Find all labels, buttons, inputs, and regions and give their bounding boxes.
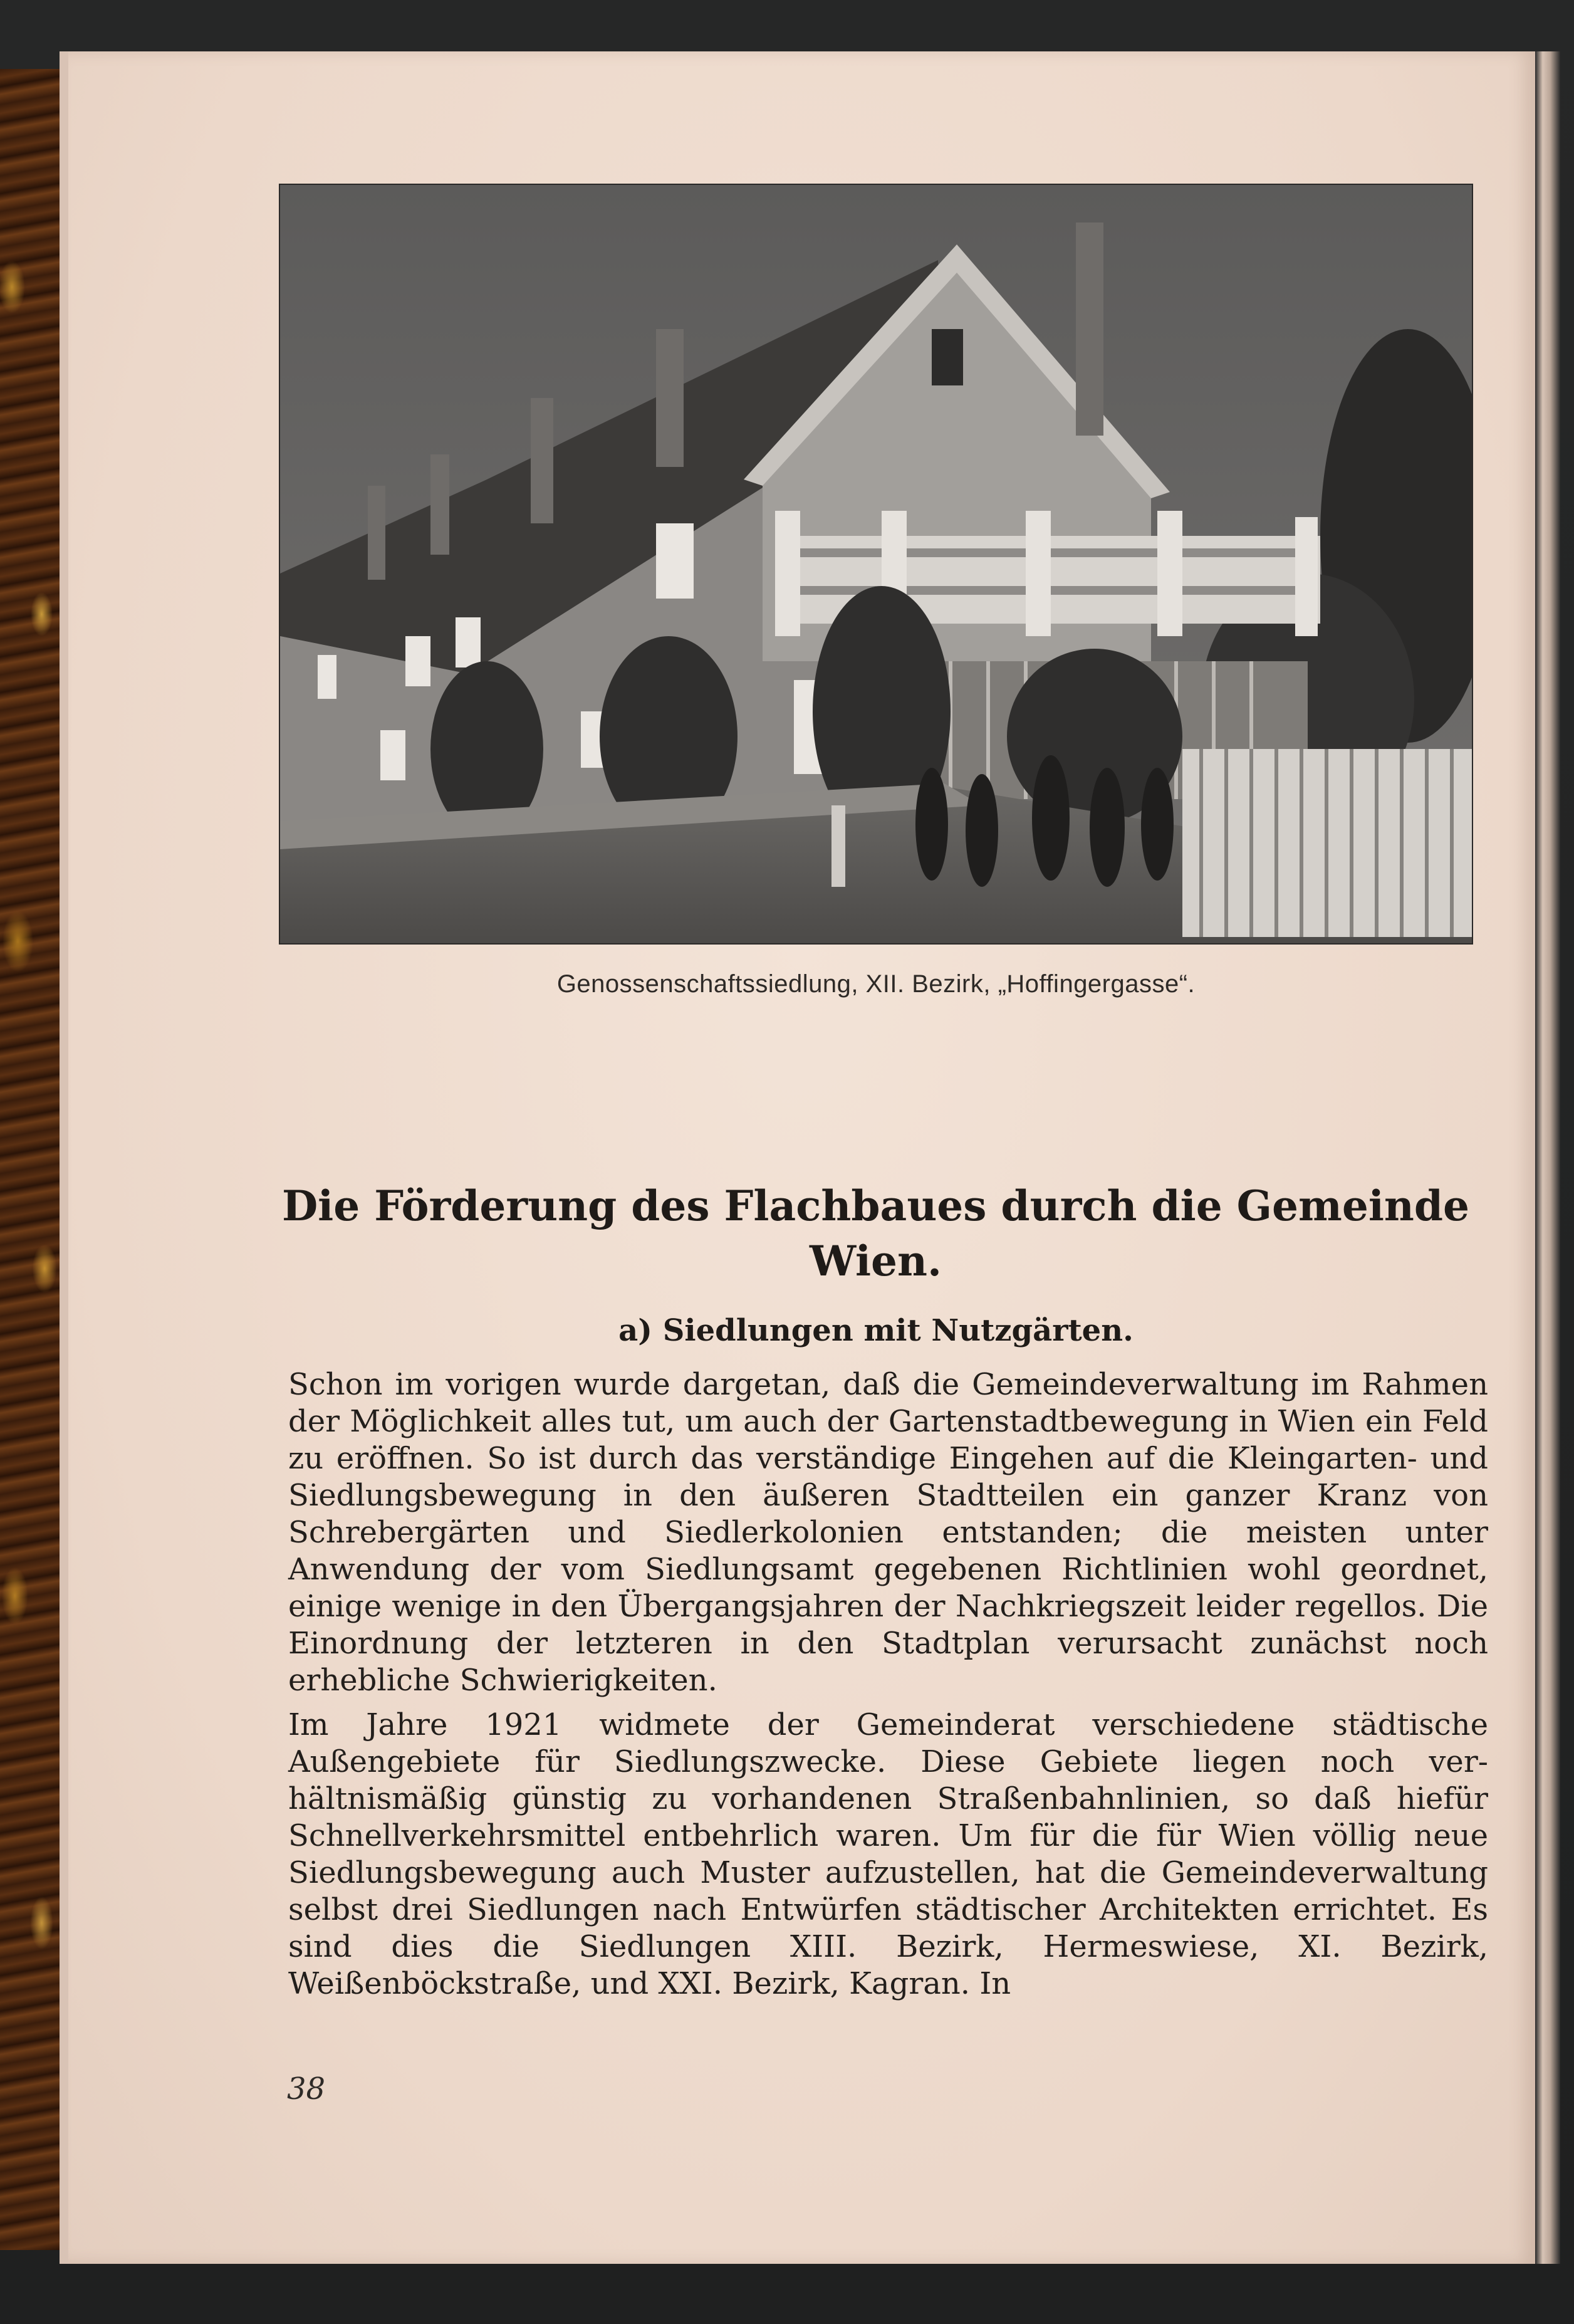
house-photo-illustration bbox=[280, 185, 1472, 943]
chimney bbox=[1076, 222, 1103, 436]
article-title bbox=[276, 1178, 1476, 1289]
photo-caption: Genossenschaftssiedlung, XII. Bezirk, „Hoffingergasse“. bbox=[556, 970, 1196, 998]
paragraph-2: Im Jahre 1921 widmete der Gemeinderat verschiedene städtische Außengebiete für Siedlungszwecke. Diese Gebiete liegen noch verhältnismäßig günstig zu vorhandenen Straßenbahnlinien, so daß hiefür Schnellverkehrsmittel entbehrlich waren. Um für die für Wien völlig neue Siedlungsbewegung auch Muster aufzustellen, hat die Gemeindeverwaltung selbst drei Siedlungen nach Entwürfen städtischer Architekten errichtet. Es sind dies die Siedlungen XIII. Bezirk, Hermeswiese, XI. Bezirk, Weißenböckstraße, und XXI. Bezirk, Kagran. In bbox=[288, 1707, 1488, 2001]
chimney bbox=[430, 454, 449, 555]
article-title-line-2: Wien. bbox=[810, 1237, 942, 1285]
settlement-photograph bbox=[280, 185, 1472, 943]
page-edge bbox=[1535, 51, 1560, 2264]
chimney bbox=[531, 398, 553, 523]
paragraph-1: Schon im vorigen wurde dargetan, daß die Gemeindeverwaltung im Rahmen der Möglichkeit alles tut, um auch der Gartenstadtbewegung in Wien ein Feld zu eröffnen. So ist durch das verständige Eingehen auf die Kleingarten- und Siedlungsbewegung in den äußeren Stadtteilen ein ganzer Kranz von Schrebergärten und Siedlerkolonien entstanden; die meisten unter Anwendung der vom Siedlungsamt gegebenen Richtlinien wohl geordnet, einige wenige in den Übergangsjahren der Nachkriegszeit leider regellos. Die Einordnung der letzteren in den Stadtplan verursacht zunächst noch erhebliche Schwierigkeiten. bbox=[288, 1367, 1488, 1698]
page-number: 38 bbox=[287, 2071, 326, 2107]
marbled-book-cover bbox=[0, 69, 63, 2250]
chimney bbox=[656, 329, 684, 467]
gable-window bbox=[932, 329, 963, 385]
section-heading: a) Siedlungen mit Nutzgärten. bbox=[618, 1313, 1134, 1348]
article-body bbox=[288, 1366, 1488, 2010]
chimney bbox=[368, 486, 385, 580]
article-title-line-1: Die Förderung des Flachbaues durch die Gemeinde bbox=[281, 1181, 1470, 1230]
gate-post bbox=[831, 805, 845, 887]
